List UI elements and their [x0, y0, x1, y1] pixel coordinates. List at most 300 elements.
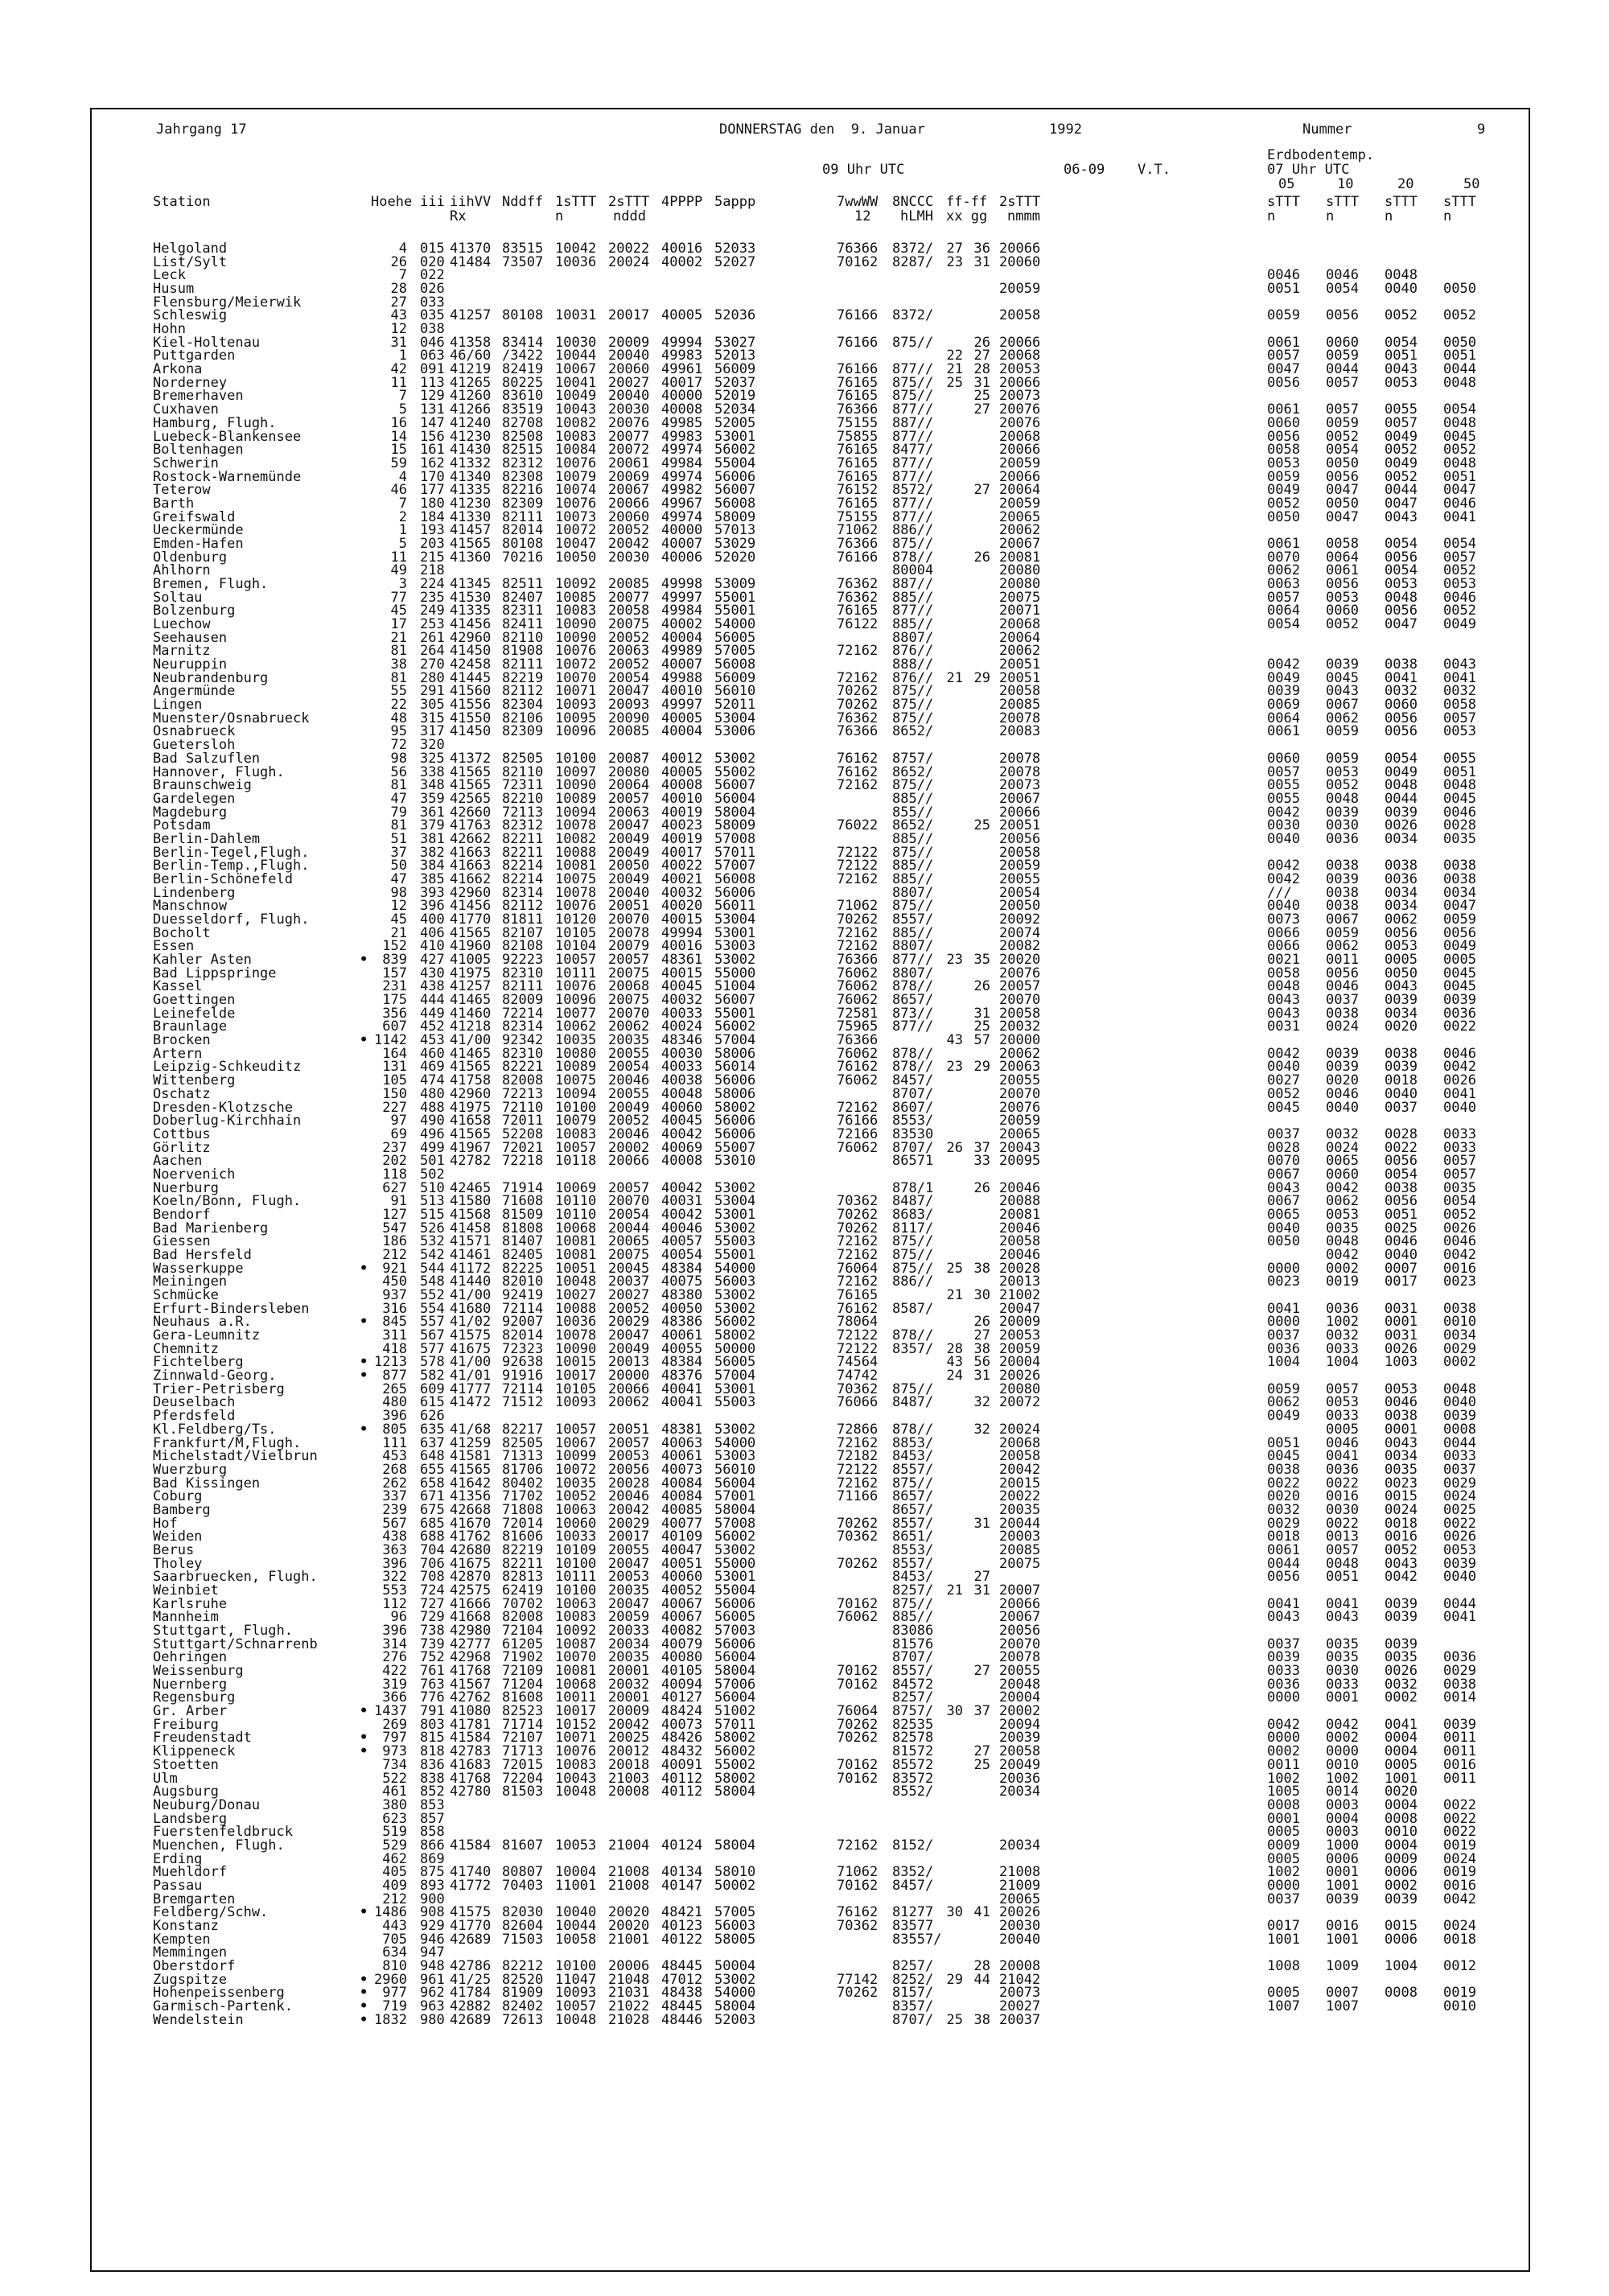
5appp-header: 5appp — [714, 194, 756, 210]
hoehe-cell: 443 — [382, 1918, 407, 1934]
gg-cell: 28 — [973, 361, 990, 378]
station-cell: Michelstadt/Vielbrun — [153, 1448, 318, 1465]
soil-10-cell: 1001 — [1326, 1931, 1359, 1948]
soil-05-cell: 0061 — [1267, 401, 1300, 418]
soil-10-cell: 0039 — [1326, 656, 1359, 673]
iihvv-cell: 41575 — [450, 1327, 492, 1344]
soil-10-cell: 0056 — [1326, 576, 1359, 592]
soil-50-cell: 0048 — [1443, 777, 1476, 794]
soil-50-cell: 0011 — [1443, 1743, 1476, 1760]
nddff-cell: 92638 — [502, 1354, 544, 1371]
vt-2sttt-cell: 20068 — [999, 348, 1041, 364]
2sttt-cell: 20042 — [608, 1716, 650, 1733]
soil-05-cell: 0043 — [1267, 1179, 1300, 1196]
depth-20: 20 — [1397, 176, 1414, 192]
8nccc-cell: 875// — [892, 683, 934, 700]
iihvv-cell: 41172 — [450, 1260, 492, 1277]
5appp-cell: 57013 — [714, 522, 756, 539]
nddff-cell: 82308 — [502, 468, 544, 485]
5appp-cell: 56010 — [714, 1461, 756, 1478]
4pppp-cell: 40122 — [661, 1931, 703, 1948]
station-cell: Ulm — [153, 1770, 178, 1787]
iihvv-cell: 41772 — [450, 1877, 492, 1894]
5appp-cell: 55004 — [714, 1582, 756, 1599]
4pppp-cell: 49984 — [661, 603, 703, 619]
2sttt-cell: 20013 — [608, 1354, 650, 1371]
soil-05-cell: 0030 — [1267, 817, 1300, 834]
station-cell: Emden-Hafen — [153, 535, 244, 552]
5appp-cell: 58002 — [714, 1099, 756, 1116]
soil-05-cell: 0037 — [1267, 1891, 1300, 1907]
iii-cell: 381 — [420, 830, 445, 847]
station-cell: Lindenberg — [153, 884, 236, 901]
nddff-cell: 81808 — [502, 1220, 544, 1236]
soil-10-cell: 0022 — [1326, 1515, 1359, 1532]
hoehe-cell: 17 — [390, 616, 407, 633]
soil-50-cell: 0048 — [1443, 455, 1476, 471]
1sttt-cell: 10081 — [555, 1663, 597, 1680]
4pppp-cell: 40080 — [661, 1649, 703, 1666]
1sttt-cell: 10081 — [555, 858, 597, 874]
soil-20-cell: 0004 — [1385, 1730, 1418, 1747]
soil-20-cell: 0004 — [1385, 1837, 1418, 1854]
hoehe-cell: 38 — [390, 656, 407, 673]
soil-20-cell: 0050 — [1385, 965, 1418, 981]
4pppp-cell: 40008 — [661, 777, 703, 794]
gg-cell: 27 — [973, 348, 990, 364]
1sttt-cell: 10079 — [555, 1113, 597, 1129]
1sttt-cell: 10067 — [555, 361, 597, 378]
hoehe-cell: 797 — [382, 1730, 407, 1747]
5appp-cell: 53001 — [714, 1206, 756, 1223]
4pppp-cell: 40006 — [661, 549, 703, 566]
hoehe-cell: 877 — [382, 1368, 407, 1385]
5appp-cell: 50002 — [714, 1877, 756, 1894]
2sttt-cell: 20000 — [608, 1368, 650, 1385]
2sttt-cell: 20061 — [608, 455, 650, 471]
2sttt-cell: 20035 — [608, 1582, 650, 1599]
soil-20-cell: 0048 — [1385, 589, 1418, 606]
7wwww-cell: 75155 — [837, 414, 879, 431]
soil-10-cell: 0002 — [1326, 1260, 1359, 1277]
soil-50-cell: 0044 — [1443, 1434, 1476, 1451]
hoehe-cell: 81 — [390, 777, 407, 794]
2sttt-cell: 20009 — [608, 1703, 650, 1720]
2sttt-cell: 20025 — [608, 1730, 650, 1747]
soil-50-cell: 0046 — [1443, 1233, 1476, 1250]
soil-10-cell: 0054 — [1326, 442, 1359, 459]
nddff-cell: 82110 — [502, 629, 544, 646]
iii-cell: 496 — [420, 1125, 445, 1142]
1sttt-cell: 10093 — [555, 697, 597, 714]
table-row — [92, 1396, 1529, 1409]
mountain-station-dot: • — [360, 1985, 368, 2002]
nddff-cell: 72113 — [502, 804, 544, 821]
station-cell: Braunlage — [153, 1018, 228, 1035]
5appp-cell: 58010 — [714, 1864, 756, 1881]
5appp-cell: 58004 — [714, 1663, 756, 1680]
station-cell: Weissenburg — [153, 1663, 244, 1680]
5appp-cell: 56006 — [714, 1125, 756, 1142]
soil-10-cell: 0037 — [1326, 992, 1359, 1009]
soil-10-cell: 0052 — [1326, 616, 1359, 633]
4pppp-cell: 40075 — [661, 1273, 703, 1290]
7wwww-cell: 76165 — [837, 374, 879, 391]
1sttt-cell: 10070 — [555, 669, 597, 686]
iii-cell: 961 — [420, 1971, 445, 1988]
4pppp-cell: 40094 — [661, 1676, 703, 1693]
2sttt-cell: 20063 — [608, 643, 650, 660]
5appp-cell: 55001 — [714, 589, 756, 606]
hoehe-cell: 16 — [390, 414, 407, 431]
table-row — [92, 1623, 1529, 1640]
soil-20-cell: 0038 — [1385, 1179, 1418, 1196]
soil-10-cell: 0011 — [1326, 952, 1359, 969]
iii-cell: 948 — [420, 1958, 445, 1975]
table-row — [92, 578, 1529, 590]
iihvv-cell: 41584 — [450, 1837, 492, 1854]
5appp-cell: 56005 — [714, 1354, 756, 1371]
vt-2sttt-cell: 20066 — [999, 374, 1041, 391]
5appp-cell: 58005 — [714, 1931, 756, 1948]
iihvv-cell: 41360 — [450, 549, 492, 566]
5appp-cell: 53001 — [714, 1569, 756, 1586]
8nccc-cell: 886// — [892, 522, 934, 539]
table-row — [92, 468, 1529, 485]
soil-10-cell: 1009 — [1326, 1958, 1359, 1975]
iii-cell: 962 — [420, 1985, 445, 2002]
2sttt-cell: 20057 — [608, 1434, 650, 1451]
table-row — [92, 1584, 1529, 1597]
soil-05-cell: 0056 — [1267, 428, 1300, 445]
vt-2sttt-cell: 20074 — [999, 924, 1041, 941]
5appp-cell: 56002 — [714, 1529, 756, 1545]
4pppp-cell: 49974 — [661, 508, 703, 525]
5appp-cell: 52036 — [714, 307, 756, 324]
station-cell: Berus — [153, 1541, 195, 1558]
gg-cell: 26 — [973, 1179, 990, 1196]
1sttt-cell: 10072 — [555, 1461, 597, 1478]
soil-50-cell: 0053 — [1443, 1541, 1476, 1558]
5appp-cell: 50000 — [714, 1340, 756, 1357]
table-row — [92, 1785, 1529, 1798]
soil-20-cell: 0053 — [1385, 576, 1418, 592]
table-row — [92, 1153, 1529, 1170]
hoehe-cell: 405 — [382, 1864, 407, 1881]
1sttt-cell: 10085 — [555, 589, 597, 606]
soil-50-cell: 0022 — [1443, 1796, 1476, 1813]
5appp-cell: 53002 — [714, 1300, 756, 1317]
iii-cell: 480 — [420, 1085, 445, 1102]
soil-50-cell: 0024 — [1443, 1488, 1476, 1505]
nddff-cell: 70702 — [502, 1595, 544, 1612]
1sttt-cell: 10004 — [555, 1864, 597, 1881]
station-cell: Stuttgart/Schnarrenb — [153, 1636, 318, 1652]
soil-50-cell: 0045 — [1443, 428, 1476, 445]
iii-cell: 348 — [420, 777, 445, 794]
4pppp-cell: 40038 — [661, 1072, 703, 1089]
soil-50-cell: 0048 — [1443, 374, 1476, 391]
vt-2sttt-cell: 20053 — [999, 1327, 1041, 1344]
hoehe-cell: 845 — [382, 1314, 407, 1331]
soil-50-cell: 0025 — [1443, 1501, 1476, 1518]
8nccc-cell: 878// — [892, 1421, 934, 1438]
nddff-cell: 82310 — [502, 1045, 544, 1062]
4pppp-cell: 40024 — [661, 1018, 703, 1035]
1sttt-cell: 10096 — [555, 723, 597, 740]
station-cell: Freudenstadt — [153, 1730, 252, 1747]
1sttt-cell: 10049 — [555, 388, 597, 405]
hoehe-cell: 396 — [382, 1408, 407, 1425]
soil-20-cell: 0031 — [1385, 1327, 1418, 1344]
hoehe-cell: 409 — [382, 1877, 407, 1894]
iihvv-cell: 41658 — [450, 1113, 492, 1129]
iihvv-cell: 46/60 — [450, 348, 492, 364]
soil-05-cell: 0053 — [1267, 455, 1300, 471]
station-cell: Bremgarten — [153, 1891, 236, 1907]
iihvv-cell: 41762 — [450, 1529, 492, 1545]
soil-05-cell: 1002 — [1267, 1770, 1300, 1787]
station-cell: Potsdam — [153, 817, 211, 834]
table-row — [92, 1125, 1529, 1142]
soil-50-cell: 0034 — [1443, 1327, 1476, 1344]
1sttt-cell: 11047 — [555, 1971, 597, 1988]
iihvv-cell: 41662 — [450, 870, 492, 887]
vt-2sttt-cell: 20058 — [999, 1743, 1041, 1760]
4pppp-cell: 40022 — [661, 858, 703, 874]
2sttt-cell: 20070 — [608, 1005, 650, 1022]
2sttt-cell: 20075 — [608, 1247, 650, 1263]
soil-50-cell: 0035 — [1443, 830, 1476, 847]
nddff-cell: 82008 — [502, 1072, 544, 1089]
table-row — [92, 442, 1529, 459]
iii-cell: 379 — [420, 817, 445, 834]
8nccc-cell: 875// — [892, 898, 934, 915]
7wwww-cell: 72122 — [837, 1461, 879, 1478]
table-row — [92, 1864, 1529, 1881]
iii-cell: 325 — [420, 750, 445, 767]
soil-20-cell: 0015 — [1385, 1918, 1418, 1934]
iii-cell: 980 — [420, 2011, 445, 2028]
table-row — [92, 2000, 1529, 2013]
mountain-station-dot: • — [360, 2011, 368, 2028]
nddff-cell: 81811 — [502, 911, 544, 928]
iii-cell: 852 — [420, 1784, 445, 1800]
n-05: n — [1267, 208, 1276, 224]
vt-2sttt-cell: 20076 — [999, 965, 1041, 981]
iihvv-cell: 41450 — [450, 643, 492, 660]
ff-cell: 21 — [946, 669, 963, 686]
vt-2sttt-cell: 20073 — [999, 1985, 1041, 2002]
7wwww-cell: 76066 — [837, 1394, 879, 1411]
hoehe-cell: 131 — [382, 1059, 407, 1076]
iii-cell: 704 — [420, 1541, 445, 1558]
7wwww-cell: 76062 — [837, 1045, 879, 1062]
8nccc-cell: 83530 — [892, 1125, 934, 1142]
station-cell: Muehldorf — [153, 1864, 228, 1881]
1sttt-cell: 10076 — [555, 898, 597, 915]
soil-05-cell: 0041 — [1267, 1595, 1300, 1612]
1sttt-cell: 10089 — [555, 1059, 597, 1076]
8nccc-cell: 877// — [892, 468, 934, 485]
soil-10-cell: 1002 — [1326, 1770, 1359, 1787]
hoehe-cell: 56 — [390, 763, 407, 780]
station-cell: Leck — [153, 267, 186, 284]
nddff-cell: 71702 — [502, 1488, 544, 1505]
hoehe-cell: 453 — [382, 1448, 407, 1465]
nddff-cell: 92342 — [502, 1032, 544, 1049]
4pppp-cell: 49985 — [661, 414, 703, 431]
soil-50-cell: 0051 — [1443, 348, 1476, 364]
table-row — [92, 1434, 1529, 1451]
8nccc-cell: 8652/ — [892, 723, 934, 740]
soil-05-cell: 0021 — [1267, 952, 1300, 969]
iii-cell: 818 — [420, 1743, 445, 1760]
7wwww-cell: 76166 — [837, 549, 879, 566]
soil-05-cell: 0054 — [1267, 616, 1300, 633]
iii-cell: 317 — [420, 723, 445, 740]
4pppp-cell: 48438 — [661, 1985, 703, 2002]
7wwww-cell: 70262 — [837, 911, 879, 928]
hoehe-cell: 356 — [382, 1005, 407, 1022]
hoehe-cell: 7 — [398, 495, 407, 512]
table-row — [92, 737, 1529, 754]
4pppp-cell: 40020 — [661, 898, 703, 915]
hoehe-cell: 462 — [382, 1850, 407, 1867]
soil-05-cell: 0036 — [1267, 1676, 1300, 1693]
soil-20-cell: 0005 — [1385, 952, 1418, 969]
soil-20-cell: 0062 — [1385, 911, 1418, 928]
soil-50-cell: 0052 — [1443, 1206, 1476, 1223]
soil-50-cell: 0039 — [1443, 1716, 1476, 1733]
soil-20-cell: 0056 — [1385, 549, 1418, 566]
5appp-cell: 57007 — [714, 858, 756, 874]
hoehe-cell: 46 — [390, 482, 407, 499]
hoehe-cell: 164 — [382, 1045, 407, 1062]
1sttt-cell: 10094 — [555, 804, 597, 821]
iii-cell: 838 — [420, 1770, 445, 1787]
soil-20-cell: 0034 — [1385, 884, 1418, 901]
8nccc-cell: 82535 — [892, 1716, 934, 1733]
vt-2sttt-cell: 20024 — [999, 1421, 1041, 1438]
table-row — [92, 1139, 1529, 1156]
soil-50-cell: 0036 — [1443, 1005, 1476, 1022]
iihvv-cell: 41565 — [450, 1059, 492, 1076]
iihvv-cell: 42458 — [450, 656, 492, 673]
nddff-cell: 71808 — [502, 1501, 544, 1518]
7wwww-cell: 72122 — [837, 1327, 879, 1344]
gg-cell: 56 — [973, 1354, 990, 1371]
1sttt-cell: 10048 — [555, 2011, 597, 2028]
4pppp-cell: 40017 — [661, 844, 703, 861]
5appp-cell: 53004 — [714, 911, 756, 928]
8nccc-cell: 8457/ — [892, 1877, 934, 1894]
5appp-cell: 56005 — [714, 629, 756, 646]
8nccc-cell: 8707/ — [892, 2011, 934, 2028]
table-row — [92, 1074, 1529, 1087]
table-row — [92, 1796, 1529, 1813]
station-cell: Weiden — [153, 1529, 203, 1545]
table-row — [92, 2011, 1529, 2028]
nddff-cell: 82211 — [502, 844, 544, 861]
table-row — [92, 253, 1529, 270]
soil-10-cell: 0051 — [1326, 1569, 1359, 1586]
hoehe-cell: 363 — [382, 1541, 407, 1558]
8nccc-cell: 8357/ — [892, 1340, 934, 1357]
1sttt-cell: 10100 — [555, 1099, 597, 1116]
4pppp-cell: 40124 — [661, 1837, 703, 1854]
soil-50-cell: 0057 — [1443, 710, 1476, 726]
5appp-cell: 52003 — [714, 2011, 756, 2028]
station-cell: Neubrandenburg — [153, 669, 269, 686]
station-cell: Kempten — [153, 1931, 211, 1948]
table-row — [92, 564, 1529, 577]
hoehe-cell: 634 — [382, 1944, 407, 1961]
4pppp-cell: 40045 — [661, 1113, 703, 1129]
1sttt-cell: 10093 — [555, 1985, 597, 2002]
5appp-cell: 50004 — [714, 1958, 756, 1975]
nddff-cell: 72021 — [502, 1139, 544, 1156]
1sttt-cell: 10118 — [555, 1153, 597, 1170]
7wwww-cell: 76362 — [837, 710, 879, 726]
soil-10-cell: 0001 — [1326, 1864, 1359, 1881]
vt-2sttt-cell: 20059 — [999, 1113, 1041, 1129]
iihvv-cell: 41770 — [450, 1918, 492, 1934]
iii-cell: 615 — [420, 1394, 445, 1411]
iihvv-cell: 41356 — [450, 1488, 492, 1505]
iii-cell: 929 — [420, 1918, 445, 1934]
hoehe-cell: 175 — [382, 992, 407, 1009]
8nccc-cell: 8707/ — [892, 1139, 934, 1156]
iii-cell: 253 — [420, 616, 445, 633]
7wwww-cell: 76166 — [837, 361, 879, 378]
soil-50-cell: 0042 — [1443, 1059, 1476, 1076]
iihvv-cell: 41358 — [450, 334, 492, 351]
station-cell: Zugspitze — [153, 1971, 228, 1988]
soil-05-cell: 0040 — [1267, 830, 1300, 847]
iii-cell: 488 — [420, 1099, 445, 1116]
soil-20-cell: 0043 — [1385, 978, 1418, 995]
station-cell: Stuttgart, Flugh. — [153, 1623, 293, 1640]
5appp-cell: 58002 — [714, 1730, 756, 1747]
iihvv-cell: 42870 — [450, 1569, 492, 1586]
nddff-cell: 71714 — [502, 1716, 544, 1733]
soil-05-cell: 0042 — [1267, 656, 1300, 673]
iihvv-cell: 41230 — [450, 428, 492, 445]
vt-2sttt-cell: 20065 — [999, 508, 1041, 525]
2sttt-cell: 21004 — [608, 1837, 650, 1854]
table-row — [92, 779, 1529, 792]
vt-2sttt-cell: 20081 — [999, 549, 1041, 566]
4pppp-cell: 40045 — [661, 978, 703, 995]
2sttt-cell: 21001 — [608, 1931, 650, 1948]
1sttt-cell: 10096 — [555, 992, 597, 1009]
4pppp-cell: 40077 — [661, 1515, 703, 1532]
soil-10-cell: 0056 — [1326, 965, 1359, 981]
soil-20-cell: 0056 — [1385, 1153, 1418, 1170]
nddff-cell: 82014 — [502, 522, 544, 539]
nddff-cell: 71313 — [502, 1448, 544, 1465]
soil-50-cell: 0041 — [1443, 669, 1476, 686]
2sttt-cell: 20062 — [608, 1394, 650, 1411]
sttt-05: sTTT — [1267, 194, 1300, 210]
hoehe-cell: 31 — [390, 334, 407, 351]
iii-cell: 776 — [420, 1689, 445, 1706]
hoehe-cell: 366 — [382, 1689, 407, 1706]
nddff-cell: 82511 — [502, 576, 544, 592]
1sttt-cell: 10043 — [555, 1770, 597, 1787]
station-cell: Hamburg, Flugh. — [153, 414, 277, 431]
